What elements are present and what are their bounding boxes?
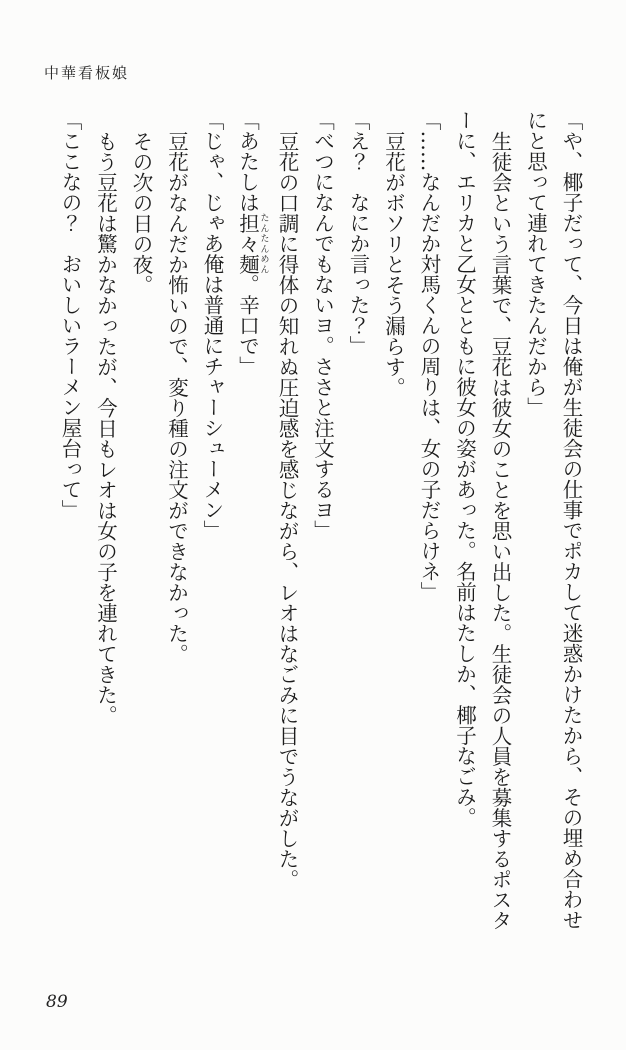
paragraph-narration: 豆花がボソリとそう漏らす。 xyxy=(381,130,406,397)
paragraph-dialogue: 「べつになんでもないヨ。ささと注文するヨ」 xyxy=(310,110,335,541)
running-head-title: 中華看板娘 xyxy=(44,64,130,82)
page-number: 89 xyxy=(46,992,68,1012)
paragraph-dialogue: 「ここなの？ おいしいラーメン屋台って」 xyxy=(58,110,82,520)
dialogue-post-text: 。辛口で」 xyxy=(235,274,260,377)
paragraph-dialogue: 「や、椰子だって、今日は俺が生徒会の仕事でポカして迷惑かけたから、その埋め合わせにと思って連れてきたんだから」 xyxy=(523,110,583,930)
ruby-base: 担々麺 xyxy=(235,212,260,274)
paragraph-narration: もう豆花は驚かなかったが、今日もレオは女の子を連れてきた。 xyxy=(93,130,118,725)
paragraph-narration: 生徒会という言葉で、豆花は彼女のことを思い出した。生徒会の人員を募集するポスターに、エリカと乙女とともに彼女の姿があった。名前はたしか、椰子なごみ。 xyxy=(452,110,512,930)
paragraph-dialogue: 「え？ なにか言った？」 xyxy=(346,110,370,356)
paragraph-narration: 豆花がなんだか怖いので、変り種の注文ができなかった。 xyxy=(164,130,189,664)
paragraph-narration: 豆花の口調に得体の知れぬ圧迫感を感じながら、レオはなごみに目でうながした。 xyxy=(275,130,299,889)
ruby-word xyxy=(235,212,269,275)
dialogue-pre-text: 「あたしは xyxy=(235,110,260,213)
paragraph-dialogue: 「じゃ、じゃあ俺は普通にチャーシューメン」 xyxy=(200,110,224,541)
paragraph-dialogue: 「……なんだか対馬くんの周りは、女の子だらけネ」 xyxy=(417,110,441,602)
paragraph-narration: その次の日の夜。 xyxy=(129,130,153,295)
paragraph-dialogue-with-ruby xyxy=(229,110,269,942)
vertical-text-block xyxy=(52,110,589,942)
ruby-annotation: たんたんめん xyxy=(258,212,269,274)
